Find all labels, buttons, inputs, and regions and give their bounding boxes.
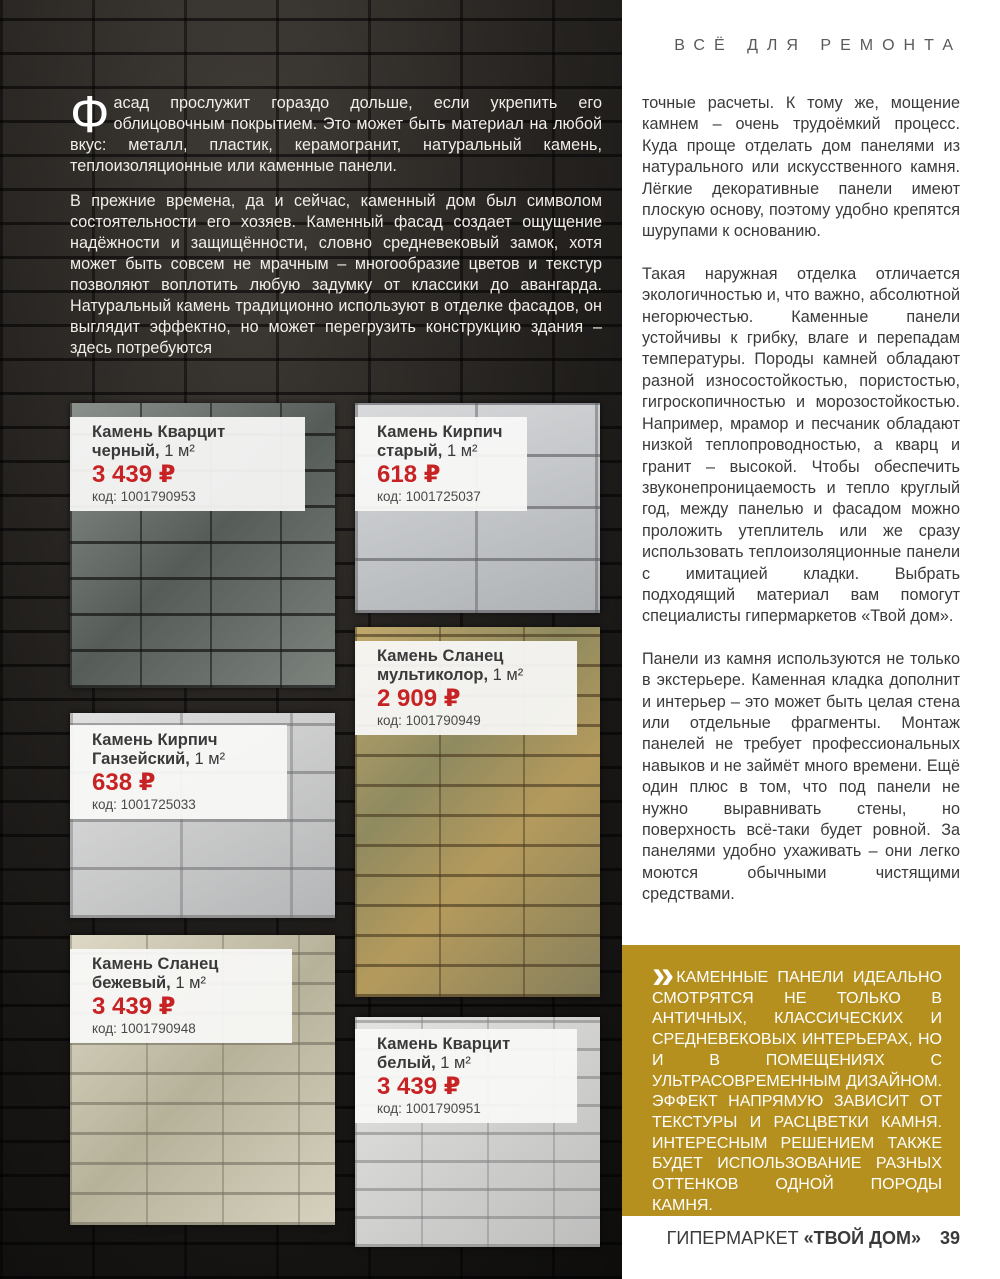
body-paragraph-2: Такая наружная отделка отличается экологичностью и, что важно, абсолютной негорючестью. Каменные панели устойчивы к грибку, влаге и перепадам температуры. Породы камней обладают разной износостойкостью, пористостью, гигроскопичностью и морозостойкостью. Например, мрамор и песчаник обладают низкой теплопроводностью, а кварц и гранит – высокой. Чтобы обеспечить звуконепроницаемость и тепло круглый год, между панелью и фасадом можно проложить утеплитель или же сразу использовать теплоизоляционные панели с имитацией кладки. Выбрать подходящий материал вам помогут специалисты гипермаркетов «Твой дом». [642,264,960,626]
product-name: Камень Кирпич старый, 1 м² [377,423,503,460]
pull-quote-text: » КАМЕННЫЕ ПАНЕЛИ ИДЕАЛЬНО СМОТРЯТСЯ НЕ ТОЛЬКО В АНТИЧНЫХ, КЛАССИЧЕСКИХ И СРЕДНЕВЕКОВЫХ ИНТЕРЬЕРАХ, НО И В ПОМЕЩЕНИЯХ С УЛЬТРАСОВРЕМЕННЫМ ДИЗАЙНОМ. ЭФФЕКТ НАПРЯМУЮ ЗАВИСИТ ОТ ТЕКСТУРЫ И РАСЦВЕТКИ КАМНЯ. ИНТЕРЕСНЫМ РЕШЕНИЕМ ТАКЖЕ БУДЕТ ИСПОЛЬЗОВАНИЕ РАЗНЫХ ОТТЕНКОВ ОДНОЙ ПОРОДЫ КАМНЯ. [652,953,942,1214]
product-tile-quartzite-white [355,1017,600,1247]
product-label [70,417,305,511]
product-price: 3 439 ₽ [377,1073,461,1100]
product-price: 638 ₽ [92,769,156,796]
product-code: код: 1001790953 [92,489,196,504]
product-label [70,725,287,819]
product-name: Камень Кварцит белый, 1 м² [377,1035,511,1072]
dropcap: Ф [70,86,110,144]
product-tile-quartzite-black [70,403,335,688]
product-code: код: 1001790949 [377,713,481,728]
section-header: ВСЁ ДЛЯ РЕМОНТА [674,37,962,54]
page-number: 39 [939,1228,960,1248]
intro-paragraph-1: Фасад прослужит гораздо дольше, если укрепить его облицовочным покрытием. Это может быть материал на любой вкус: металл, пластик, керамогранит, натуральный камень, теплоизоляционные или каменные панели. [70,86,602,175]
product-label [355,641,577,735]
product-name: Камень Кварцит черный, 1 м² [92,423,226,460]
product-tile-brick-hanseatic [70,713,335,918]
intro-paragraph-2: В прежние времена, да и сейчас, каменный дом был символом состоятельности его хозяев. Каменный фасад создает ощущение надёжности и защищённости, словно средневековый замок, хотя может быть совсем не мрачным – многообразие цветов и текстур позволяют воплотить любую задумку от классики до авангарда. Натуральный камень традиционно используют в отделке фасадов, он выглядит эффектно, но может перегрузить конструкцию здания – здесь потребуются [70,192,602,357]
product-code: код: 1001790948 [92,1021,196,1036]
product-label [355,417,527,511]
product-tile-slate-multicolor [355,627,600,997]
product-label [70,949,292,1043]
article-body [642,93,960,927]
product-tile-brick-old [355,403,600,613]
product-price: 3 439 ₽ [92,993,176,1020]
product-name: Камень Сланец бежевый, 1 м² [92,955,219,992]
product-price: 2 909 ₽ [377,685,461,712]
page-footer [667,1228,960,1249]
intro-text [70,86,602,373]
product-code: код: 1001725037 [377,489,481,504]
pull-quote [622,945,960,1216]
product-price: 3 439 ₽ [92,461,176,488]
product-name: Камень Кирпич Ганзейский, 1 м² [92,731,226,768]
product-name: Камень Сланец мультиколор, 1 м² [377,647,524,684]
footer-brand: «ТВОЙ ДОМ» [803,1228,921,1248]
product-tile-slate-beige [70,935,335,1225]
body-paragraph-1: точные расчеты. К тому же, мощение камнем – очень трудоёмкий процесс. Куда проще отделать дом панелями из натурального или искусственного камня. Лёгкие декоративные панели имеют плоскую основу, поэтому удобно крепятся шурупами к основанию. [642,94,960,241]
footer-prefix: ГИПЕРМАРКЕТ [666,1228,799,1248]
quote-mark-icon: » [652,953,675,997]
body-paragraph-3: Панели из камня используются не только в экстерьере. Каменная кладка дополнит и интерьер – это может быть целая стена или отдельные фрагменты. Монтаж панелей не требует профессиональных навыков и не займёт много времени. Ещё один плюс в том, что под панели не нужно выравнивать стены, но поверхность всё-таки будет ровной. За панелями удобно ухаживать – они легко моются обычными чистящими средствами. [642,649,960,904]
product-label [355,1029,577,1123]
product-code: код: 1001725033 [92,797,196,812]
product-code: код: 1001790951 [377,1101,481,1116]
product-price: 618 ₽ [377,461,441,488]
